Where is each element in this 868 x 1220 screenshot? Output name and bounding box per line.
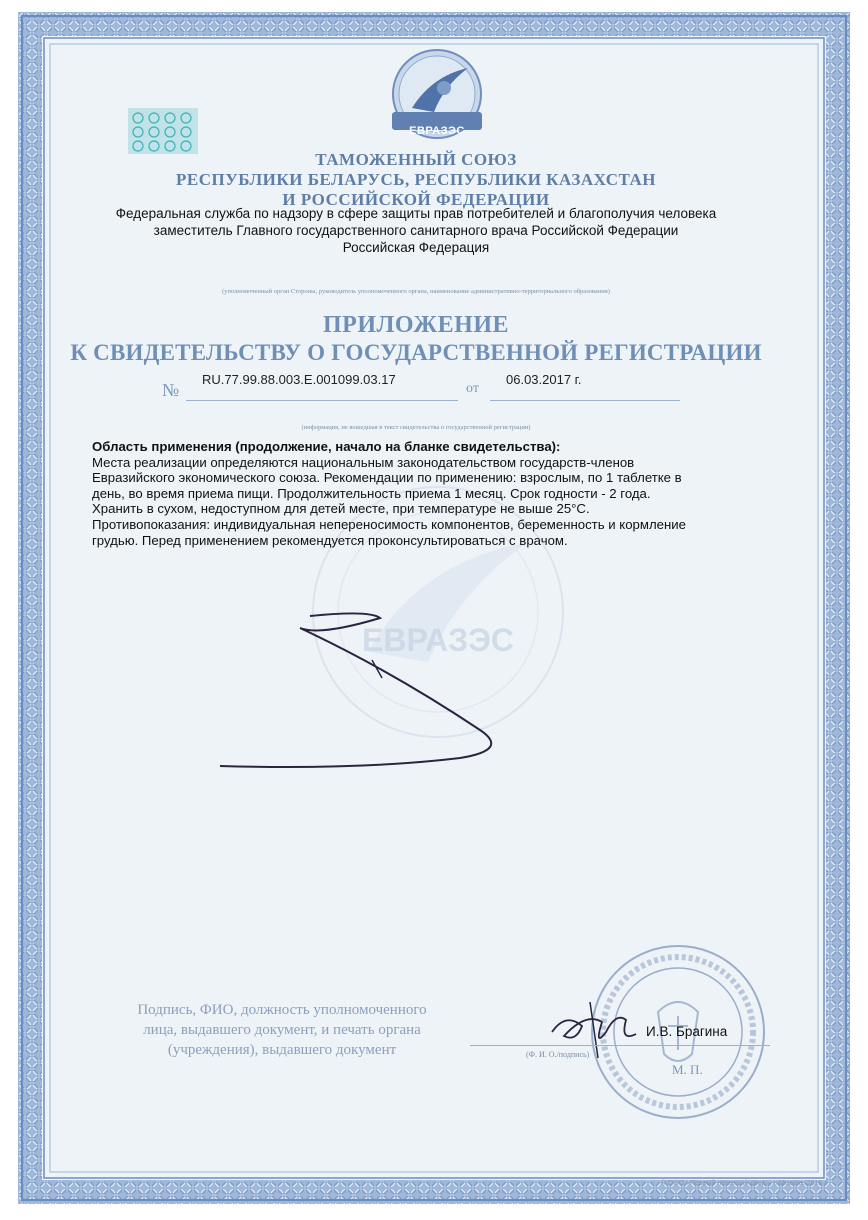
header-line-2: РЕСПУБЛИКИ БЕЛАРУСЬ, РЕСПУБЛИКИ КАЗАХСТАН <box>176 170 656 189</box>
document-subtitle: К СВИДЕТЕЛЬСТВУ О ГОСУДАРСТВЕННОЙ РЕГИСТРАЦИИ <box>70 340 762 365</box>
authority-line-1: Федеральная служба по надзору в сфере защиты прав потребителей и благополучия человека <box>115 206 717 221</box>
header-line-1: ТАМОЖЕННЫЙ СОЮЗ <box>315 150 517 169</box>
z-strike-signature <box>210 600 530 780</box>
scope-line: Места реализации определяются национальным законодательством государств-членов <box>92 454 635 470</box>
emblem-label: ЕВРАЗЭС <box>409 125 465 137</box>
caption-line-3: (учреждения), выдавшего документ <box>167 1042 397 1058</box>
info-note: (информация, не вошедшая в текст свидетельства о государственной регистрации) <box>301 424 531 431</box>
registration-number: RU.77.99.88.003.E.001099.03.17 <box>202 372 396 387</box>
header-line-3: И РОССИЙСКОЙ ФЕДЕРАЦИИ <box>282 190 550 209</box>
authority-line-3: Российская Федерация <box>342 240 490 255</box>
authority-note: (уполномоченный орган Стороны, руководитель уполномоченного органа, наименование административно-территориального образования) <box>222 288 610 295</box>
fio-note: (Ф. И. О./подпись) <box>526 1050 590 1059</box>
number-underline <box>186 400 458 401</box>
printer-footer: © ООО «Первый печатный двор», г. Москва, 2015 г. <box>660 1180 828 1187</box>
caption-line-1: Подпись, ФИО, должность уполномоченного <box>137 1002 427 1018</box>
scope-line: грудью. Перед применением рекомендуется проконсультироваться с врачом. <box>92 532 568 548</box>
authority-line-2: заместитель Главного государственного санитарного врача Российской Федерации <box>153 223 679 238</box>
issuing-authority <box>60 205 772 256</box>
date-underline <box>490 400 680 401</box>
signer-name: И.В. Брагина <box>646 1024 728 1039</box>
scope-line: день, во время приема пищи. Продолжительность приема 1 месяц. Срок годности - 2 года. <box>92 485 651 501</box>
scope-line: Хранить в сухом, недоступном для детей месте, при температуре не выше 25°C. <box>92 501 590 517</box>
registration-date: 06.03.2017 г. <box>506 372 582 387</box>
hologram-icon <box>128 108 198 154</box>
application-scope-text <box>92 439 752 548</box>
scope-heading: Область применения (продолжение, начало на бланке свидетельства): <box>92 439 561 454</box>
signature-caption <box>82 1000 482 1060</box>
scope-line: Евразийского экономического союза. Рекомендации по применению: взрослым, по 1 таблетке в <box>92 470 682 486</box>
caption-line-2: лица, выдавшего документ, и печать органа <box>143 1022 421 1038</box>
document-title: ПРИЛОЖЕНИЕ <box>322 312 510 338</box>
seal-place-label: М. П. <box>672 1062 703 1077</box>
scope-line: Противопоказания: индивидуальная непереносимость компонентов, беременность и кормление <box>92 516 686 532</box>
number-label: № <box>162 380 180 400</box>
watermark-label: ЕВРАЗЭС <box>361 622 514 658</box>
date-label: от <box>466 381 479 396</box>
signature-underline <box>470 1045 770 1046</box>
